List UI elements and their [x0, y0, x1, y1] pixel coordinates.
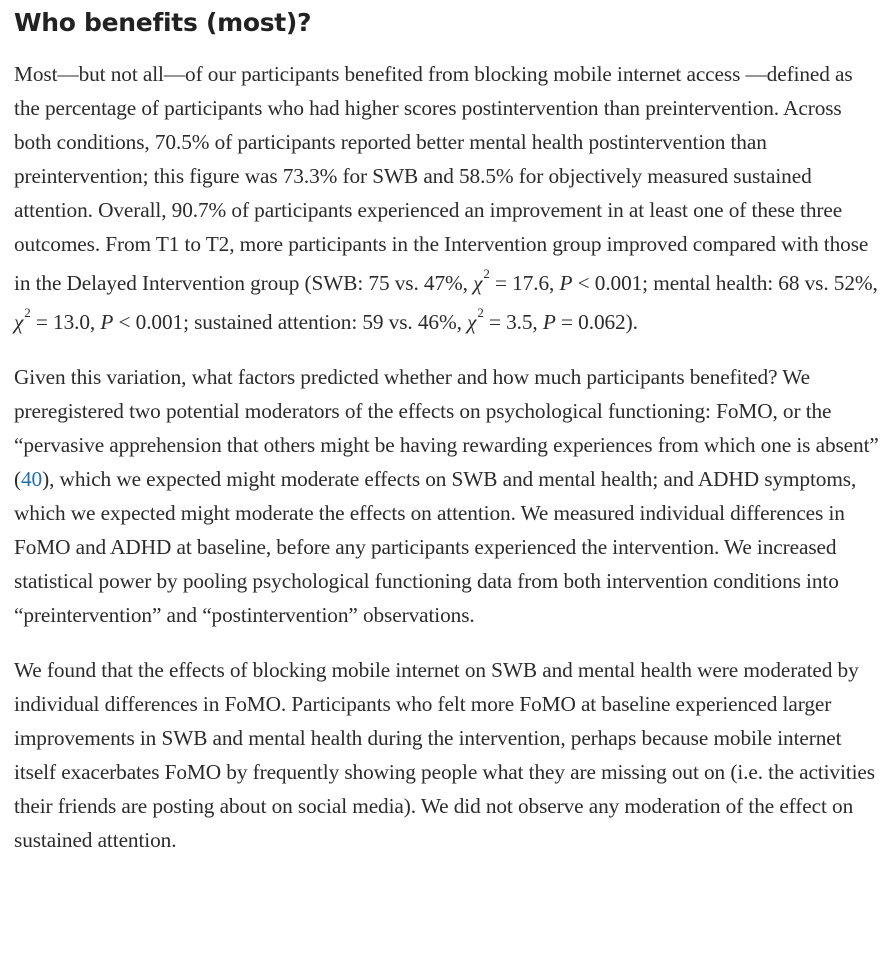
p-value-symbol: P [100, 310, 114, 335]
paragraph-text: = 17.6, [489, 271, 560, 296]
paragraph-text: = 3.5, [483, 310, 543, 335]
superscript: 2 [483, 266, 490, 281]
p-value-symbol: P [542, 310, 556, 335]
paragraph-text: Most—but not all—of our participants benefited from blocking mobile internet access —defined as the percentage of participants who had higher scores postintervention than preintervention. Across both conditions, 70.5% of participants reported better mental health postintervention than preintervention; this figure was 73.3% for SWB and 58.5% for objectively measured sustained attention. Overall, 90.7% of participants experienced an improvement in at least one of these three outcomes. From T1 to T2, more participants in the Intervention group improved compared with those in the Delayed Intervention group (SWB: 75 vs. 47%, [14, 62, 869, 296]
paragraph-text: ), which we expected might moderate effects on SWB and mental health; and ADHD symptoms, which we expected might moderate the effects on attention. We measured individual differences in FoMO and ADHD at baseline, before any participants experienced the intervention. We increased statistical power by pooling psychological functioning data from both intervention conditions into “preintervention” and “postintervention” observations. [14, 467, 857, 628]
chi-squared-symbol [473, 266, 490, 296]
paragraph-text: < 0.001; mental health: 68 vs. 52%, [572, 271, 878, 296]
superscript: 2 [24, 305, 31, 321]
paragraph-benefit-rates [14, 57, 879, 339]
chi-squared-symbol [467, 305, 484, 335]
paragraph-text: = 0.062). [555, 310, 638, 335]
paragraph-text: We found that the effects of blocking mobile internet on SWB and mental health were moderated by individual differences in FoMO. Participants who felt more FoMO at baseline experienced larger improvements in SWB and mental health during the intervention, perhaps because mobile internet itself exacerbates FoMO by frequently showing people what they are missing out on (i.e. the activities their friends are posting about on social media). We did not observe any moderation of the effect on sustained attention. [14, 658, 875, 853]
paragraph-text: Given this variation, what factors predicted whether and how much participants benefited? We preregistered two potential moderators of the effects on psychological functioning: FoMO, or the “pervasive apprehension that others might be having rewarding experiences from which one is absent” ( [14, 365, 879, 492]
chi-glyph: χ [14, 310, 24, 335]
p-value-symbol: P [559, 271, 573, 296]
superscript: 2 [477, 305, 484, 321]
paragraph-fomo-findings [14, 653, 879, 857]
chi-squared-symbol [14, 305, 31, 335]
paragraph-text: < 0.001; sustained attention: 59 vs. 46%, [113, 310, 468, 335]
chi-glyph: χ [473, 271, 483, 296]
paragraph-text: = 13.0, [30, 310, 101, 335]
section-heading: Who benefits (most)? [14, 8, 312, 37]
paragraph-moderators [14, 360, 879, 632]
reference-link-40[interactable]: 40 [21, 467, 43, 492]
chi-glyph: χ [467, 310, 477, 335]
